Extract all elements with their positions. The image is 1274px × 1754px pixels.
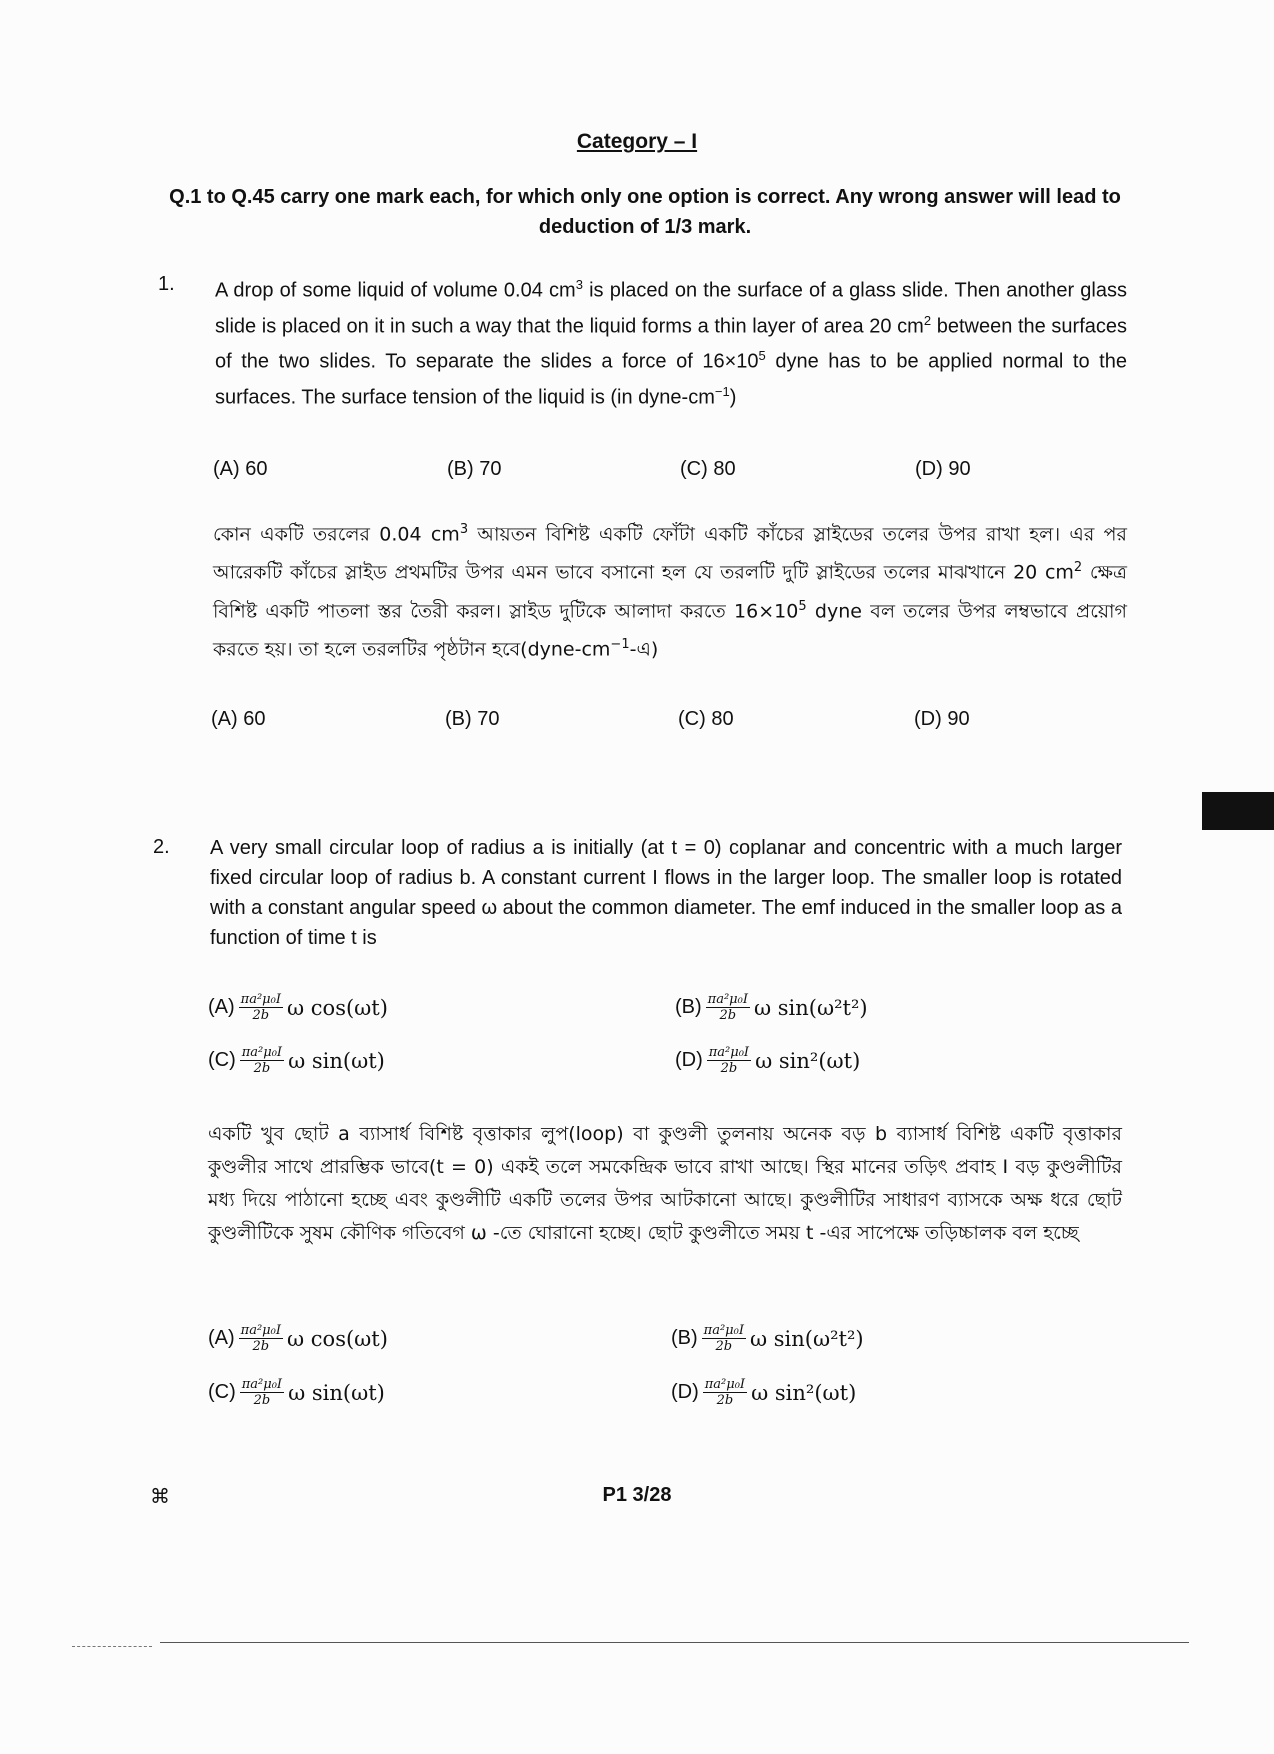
q1-bn-option-a[interactable]: (A) 60 bbox=[211, 708, 266, 730]
category-heading: Category – I bbox=[576, 130, 698, 153]
side-tab-marker bbox=[1202, 792, 1274, 830]
bottom-dash-divider bbox=[72, 1646, 152, 1647]
q2-bn-option-b[interactable]: (B) $\frac{\text{πa²μ₀I}}{2b}$ ω sin(ω²t²) bbox=[671, 1323, 864, 1354]
q2-number: 2. bbox=[153, 836, 170, 858]
command-symbol: ⌘ bbox=[150, 1486, 170, 1508]
q2-option-d[interactable]: (D) $\frac{\text{πa²μ₀I}}{2b}$ ω sin²(ωt) bbox=[675, 1045, 861, 1076]
page-number: P1 3/28 bbox=[602, 1484, 672, 1506]
q1-text-bn: কোন একটি তরলের 0.04 $cm^3$ আয়তন বিশিষ্ট একটি ফোঁটা একটি কাঁচের স্লাইডের তলের উপর রাখা হল। এর পর আরেকটি কাঁচের স্লাইড প্রথমটির উপর এমন ভাবে বসানো হল যে তরলটি দুটি স্লাইডের তলের মাঝখানে 20 $cm^2$ ক্ষেত্র বিশিষ্ট একটি পাতলা স্তর তৈরী করল। স্লাইড দুটিকে আলাদা করতে $16\times 10^5$ dyne বল তলের উপর লম্বভাবে প্রয়োগ করতে হয়। তা হলে তরলটির পৃষ্ঠটান $হবে(dyne-cm^{-1}-এ)$ bbox=[213, 522, 1127, 661]
q2-bn-option-c[interactable]: (C) $\frac{\text{πa²μ₀I}}{2b}$ ω sin(ωt) bbox=[208, 1377, 385, 1408]
q1-bn-option-b[interactable]: (B) 70 bbox=[445, 708, 500, 730]
q1-option-d[interactable]: (D) 90 bbox=[915, 458, 971, 480]
q2-bn-option-a[interactable]: (A) $\frac{\text{πa²μ₀I}}{2b}$ ω cos(ωt) bbox=[208, 1323, 388, 1354]
instructions: Q.1 to Q.45 carry one mark each, for which only one option is correct. Any wrong answer will lead to deduction of 1/3 mark. bbox=[169, 186, 1121, 238]
q2-option-b[interactable]: (B) $\frac{\text{πa²μ₀I}}{2b}$ ω sin(ω²t²) bbox=[675, 992, 868, 1023]
bottom-divider bbox=[160, 1642, 1189, 1643]
q2-text-bn: একটি খুব ছোট a ব্যাসার্ধ বিশিষ্ট বৃত্তাকার লুপ(loop) বা কুণ্ডলী তুলনায় অনেক বড় b ব্যাসার্ধ বিশিষ্ট একটি বৃত্তাকার কুণ্ডলীর সাথে প্রারম্ভিক ভাবে(t = 0) একই তলে সমকেন্দ্রিক ভাবে রাখা আছে। স্থির মানের তড়িৎ প্রবাহ I বড় কুণ্ডলীটির মধ্য দিয়ে পাঠানো হচ্ছে এবং কুণ্ডলীটি একটি তলের উপর আটকানো আছে। কুণ্ডলীটির সাধারণ ব্যাসকে অক্ষ ধরে ছোট কুণ্ডলীটিকে সুষম কৌণিক গতিবেগ ω -তে ঘোরানো হচ্ছে। ছোট কুণ্ডলীতে সময় t -এর সাপেক্ষে তড়িচ্চালক বল হচ্ছে bbox=[208, 1123, 1122, 1244]
q2-option-a[interactable]: (A) $\frac{\text{πa²μ₀I}}{2b}$ ω cos(ωt) bbox=[208, 992, 388, 1023]
q1-text-en: A drop of some liquid of volume 0.04 $cm^3$ is placed on the surface of a glass slide. Then another glass slide is placed on it in such a way that the liquid forms a thin layer of area 20 $cm^2$ between the surfaces of the two slides. To separate the slides a force of $16\times 10^5$ dyne has to be applied normal to the surfaces. The surface tension of the liquid is (in dyne-$cm^{-1}$) bbox=[215, 277, 1127, 409]
q1-option-c[interactable]: (C) 80 bbox=[680, 458, 736, 480]
q1-bn-option-d[interactable]: (D) 90 bbox=[914, 708, 970, 730]
q2-text-en: A very small circular loop of radius a is initially (at t = 0) coplanar and concentric with a much larger fixed circular loop of radius b. A constant current I flows in the larger loop. The smaller loop is rotated with a constant angular speed ω about the common diameter. The emf induced in the smaller loop as a function of time t is bbox=[210, 837, 1122, 949]
q1-number: 1. bbox=[158, 273, 175, 295]
q1-bn-option-c[interactable]: (C) 80 bbox=[678, 708, 734, 730]
q2-bn-option-d[interactable]: (D) $\frac{\text{πa²μ₀I}}{2b}$ ω sin²(ωt) bbox=[671, 1377, 857, 1408]
q1-option-b[interactable]: (B) 70 bbox=[447, 458, 502, 480]
q1-option-a[interactable]: (A) 60 bbox=[213, 458, 268, 480]
q2-option-c[interactable]: (C) $\frac{\text{πa²μ₀I}}{2b}$ ω sin(ωt) bbox=[208, 1045, 385, 1076]
